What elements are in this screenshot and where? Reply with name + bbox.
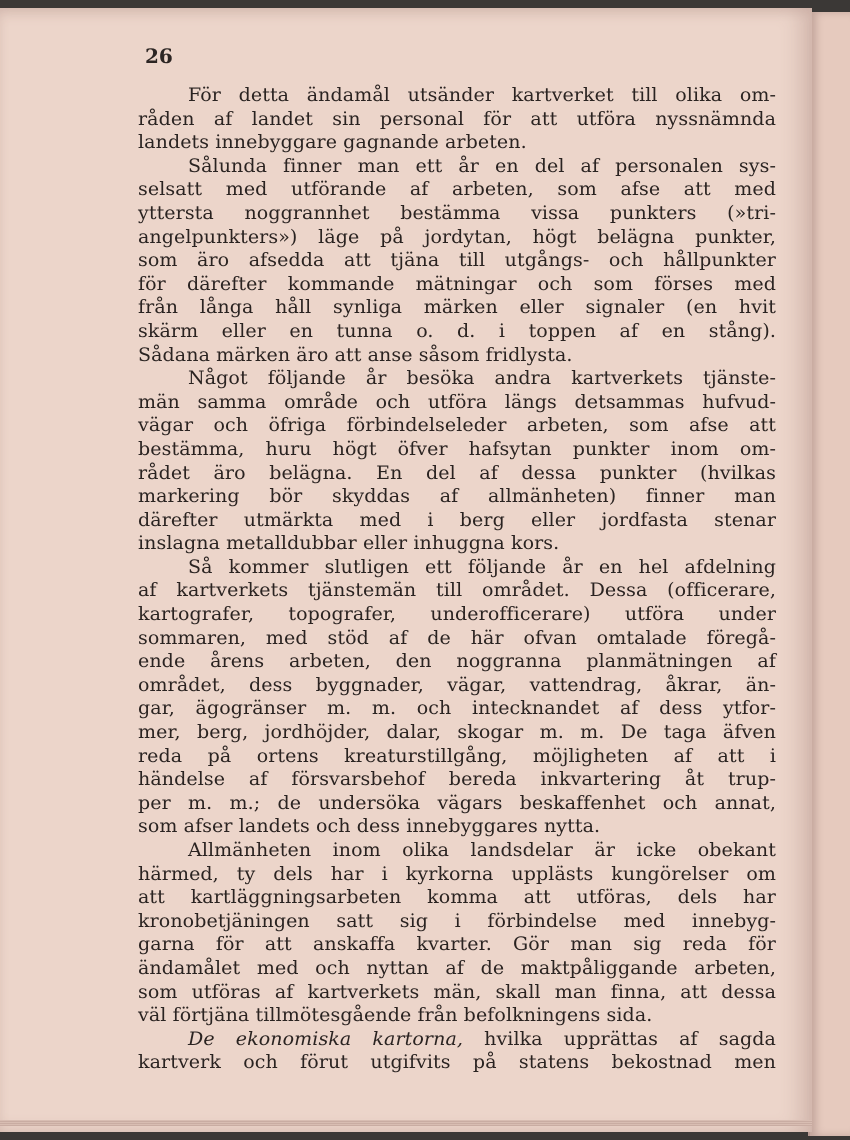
- text-line: kartverk och förut utgifvits på statens bekostnad men: [138, 1051, 776, 1074]
- text-line: som utföras af kartverkets män, skall man finna, att dessa: [138, 980, 776, 1003]
- text-line: sommaren, med stöd af de här ofvan omtalade föregå-: [138, 626, 776, 649]
- text-line: selsatt med utförande af arbeten, som afse att med: [138, 178, 776, 201]
- text-line: yttersta noggrannhet bestämma vissa punkters (»tri-: [138, 201, 776, 224]
- text-line: Så kommer slutligen ett följande år en hel afdelning: [188, 555, 776, 578]
- text-line: För detta ändamål utsänder kartverket till olika om-: [188, 84, 776, 106]
- text-line: härmed, ty dels har i kyrkorna upplästs kungörelser om: [138, 862, 776, 885]
- text-line: som äro afsedda att tjäna till utgångs- och hållpunkter: [138, 249, 776, 272]
- text-line: från långa håll synliga märken eller signaler (en hvit: [138, 296, 776, 319]
- page-bottom-edge: [0, 1120, 812, 1126]
- text-line: per m. m.; de undersöka vägars beskaffenhet och annat,: [138, 791, 776, 814]
- text-line: angelpunkters») läge på jordytan, högt belägna punkter,: [138, 225, 776, 248]
- page-number: 26: [145, 44, 173, 68]
- body-text: [138, 84, 776, 1075]
- text-line: som afser landets och dess innebyggares nytta.: [138, 815, 601, 838]
- text-line: kronobetjäningen satt sig i förbindelse med innebyg-: [138, 909, 776, 932]
- text-line: bestämma, huru högt öfver hafsytan punkter inom om-: [138, 437, 776, 460]
- text-line: för därefter kommande mätningar och som förses med: [138, 272, 776, 295]
- italic-heading-phrase: De ekonomiska kartorna,: [188, 1027, 464, 1050]
- text-line: Något följande år besöka andra kartverkets tjänste-: [188, 367, 776, 390]
- text-line: rådet äro belägna. En del af dessa punkter (hvilkas: [138, 461, 776, 484]
- text-line: Sådana märken äro att anse såsom fridlysta.: [138, 343, 573, 366]
- text-line: inslagna metalldubbar eller inhuggna kors.: [138, 532, 560, 555]
- text-line: händelse af försvarsbehof bereda inkvartering åt trup-: [138, 768, 776, 791]
- text-line: kartografer, topografer, underofficerare) utföra under: [138, 603, 776, 626]
- text-line: området, dess byggnader, vägar, vattendrag, åkrar, än-: [138, 673, 776, 696]
- book-page: [0, 8, 812, 1132]
- text-line: därefter utmärkta med i berg eller jordfasta stenar: [138, 508, 776, 531]
- text-line: vägar och öfriga förbindelseleder arbeten, som afse att: [138, 414, 776, 437]
- text-line: män samma område och utföra längs detsammas hufvud-: [138, 390, 776, 413]
- text-line: [138, 1028, 776, 1052]
- text-line: ändamålet med och nyttan af de maktpåliggande arbeten,: [138, 956, 776, 979]
- text-line: ende årens arbeten, den noggranna planmätningen af: [138, 650, 776, 673]
- text-line: att kartläggningsarbeten komma att utföras, dels har: [138, 886, 776, 909]
- text-line: garna för att anskaffa kvarter. Gör man sig reda för: [138, 933, 776, 956]
- text-line: landets innebyggare gagnande arbeten.: [138, 131, 527, 154]
- text-line-rest: hvilka upprättas af sagda: [463, 1027, 776, 1050]
- text-line: markering bör skyddas af allmänheten) finner man: [138, 485, 776, 508]
- text-line: af kartverkets tjänstemän till området. Dessa (officerare,: [138, 579, 776, 602]
- text-line: skärm eller en tunna o. d. i toppen af en stång).: [138, 319, 776, 342]
- text-line: reda på ortens kreaturstillgång, möjligheten af att i: [138, 744, 776, 767]
- text-line: mer, berg, jordhöjder, dalar, skogar m. m. De taga äfven: [138, 721, 776, 744]
- text-line: Allmänheten inom olika landsdelar är icke obekant: [188, 839, 776, 861]
- text-line: råden af landet sin personal för att utföra nyssnämnda: [138, 107, 776, 130]
- adjacent-page-edge: [808, 12, 850, 1136]
- text-line: väl förtjäna tillmötesgående från befolkningens sida.: [138, 1004, 653, 1027]
- text-line: Sålunda finner man ett år en del af personalen sys-: [188, 154, 776, 177]
- text-line: gar, ägogränser m. m. och intecknandet af dess ytfor-: [138, 697, 776, 720]
